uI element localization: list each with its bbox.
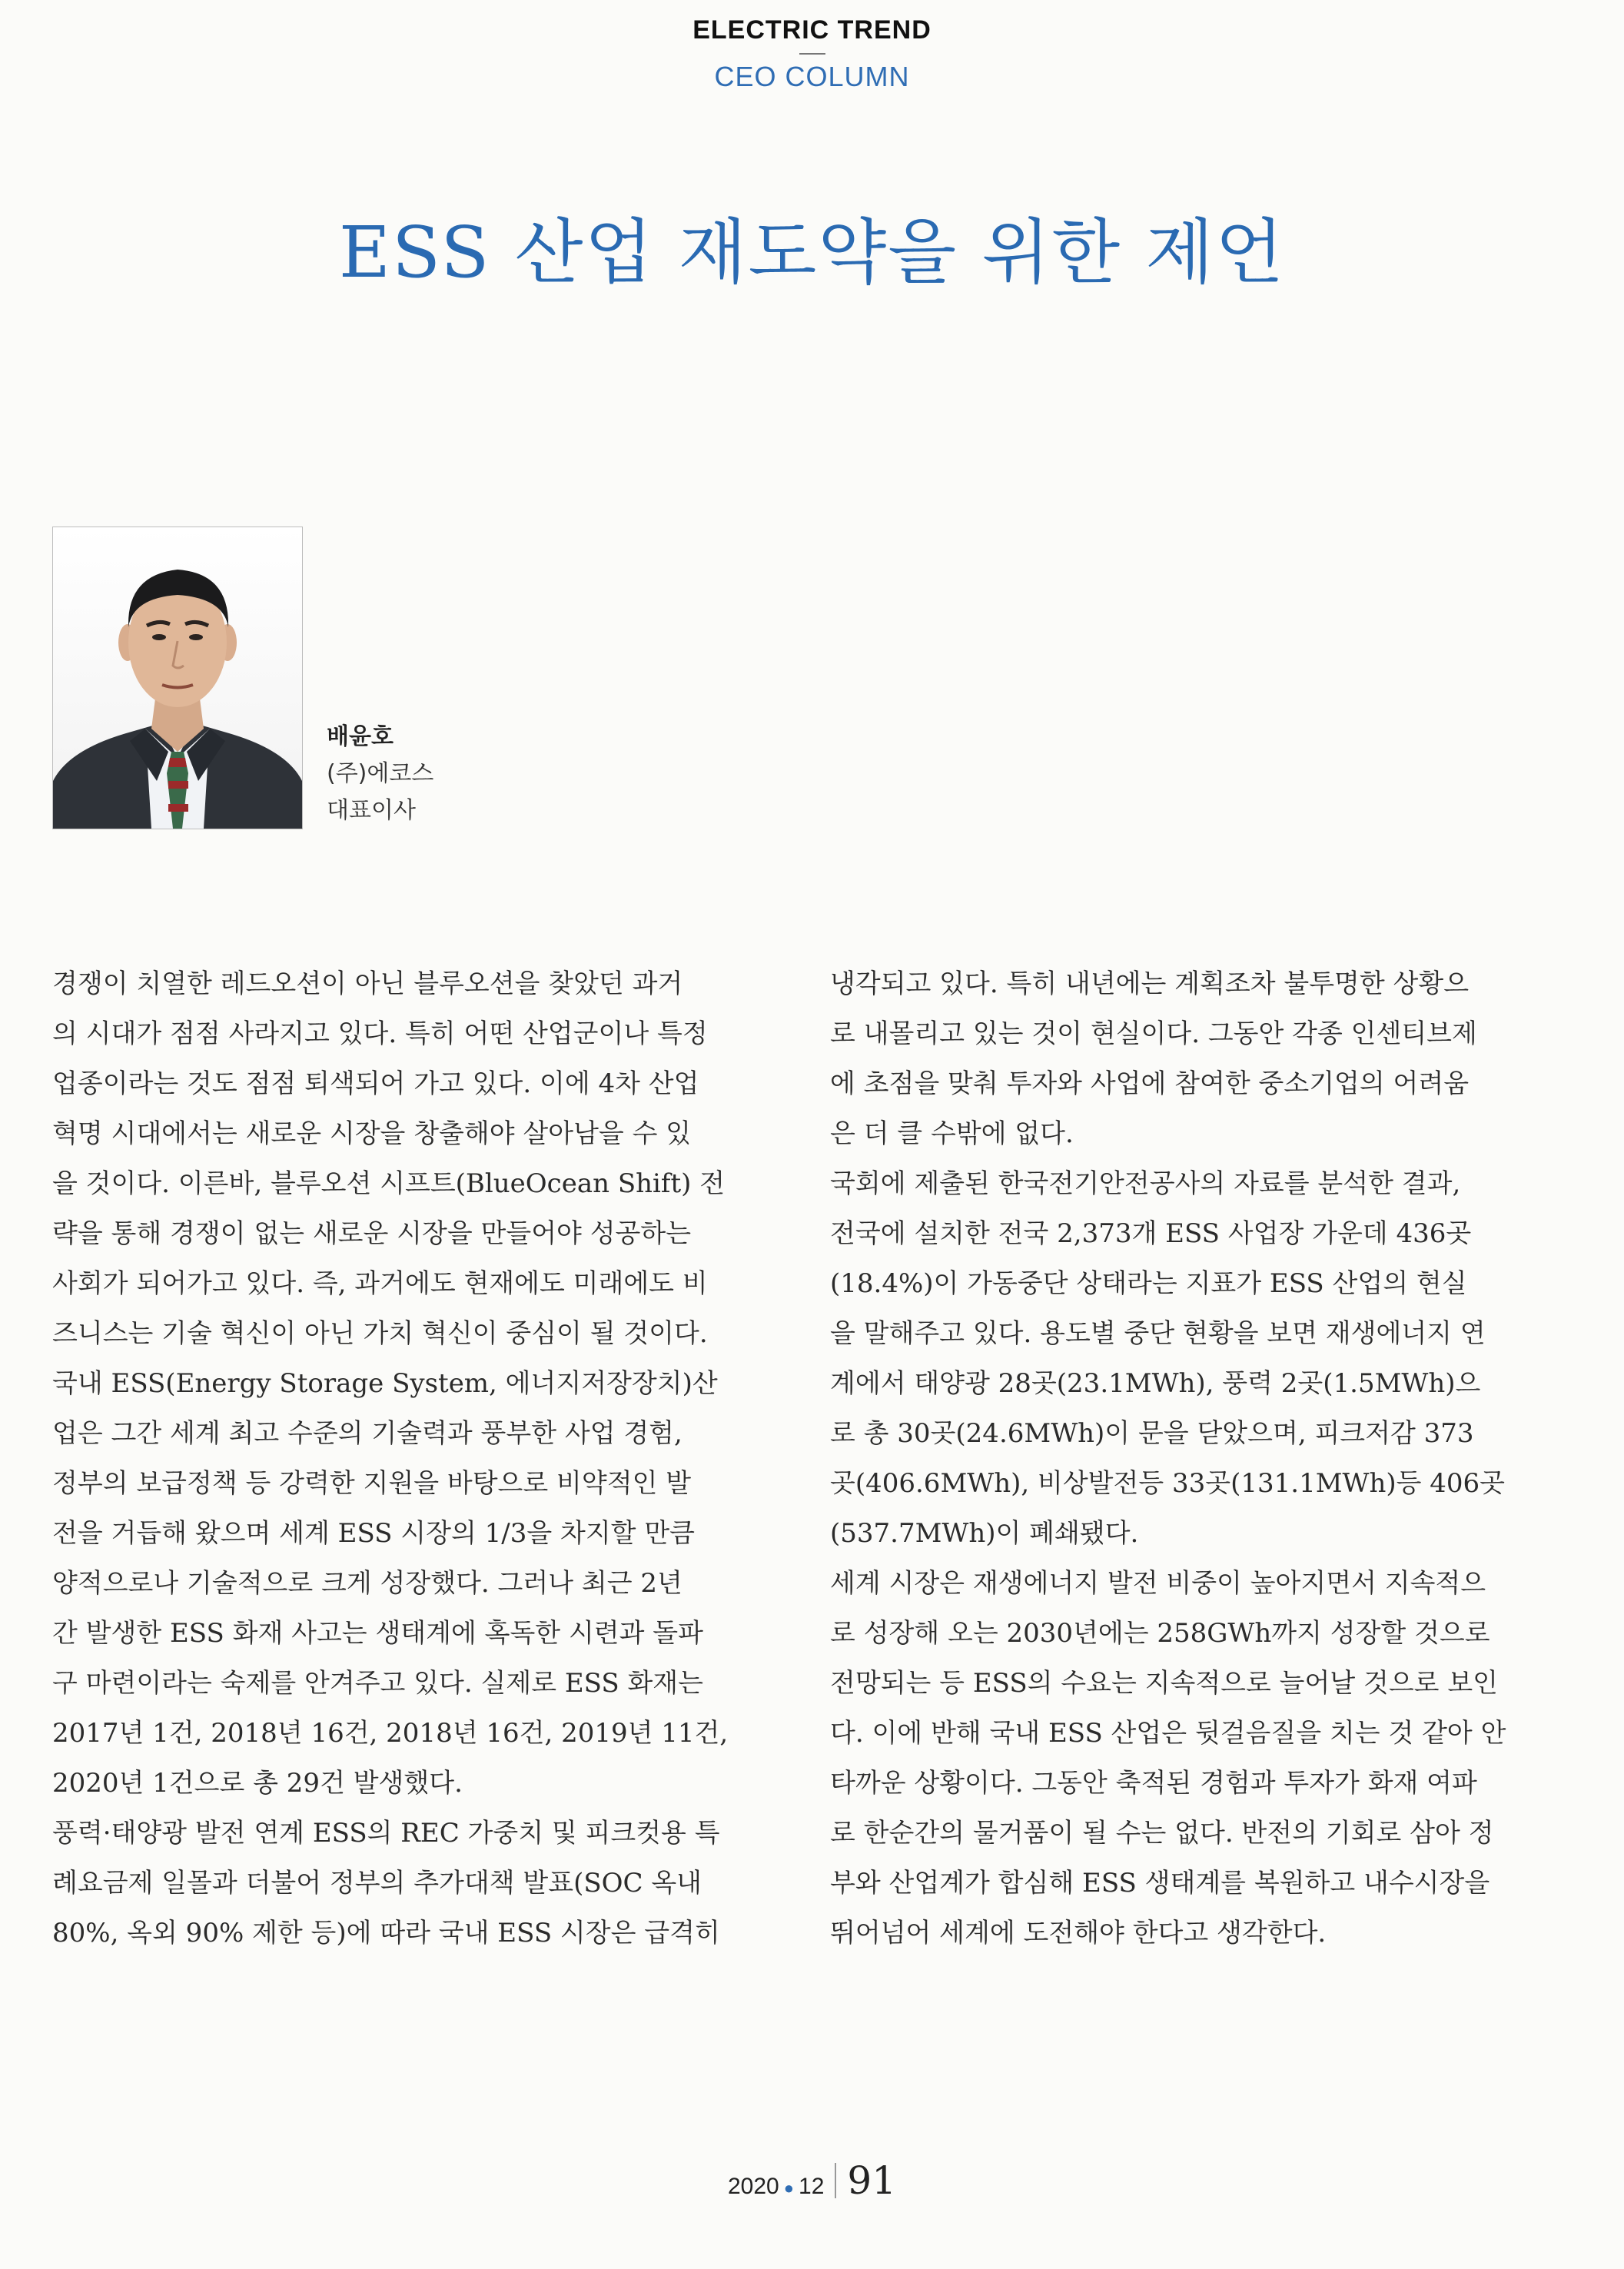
footer-divider: [835, 2163, 836, 2198]
paragraph: 세계 시장은 재생에너지 발전 비중이 높아지면서 지속적으 로 성장해 오는 2030년에는 258GWh까지 성장할 것으로 전망되는 등 ESS의 수요는 지속적으로 늘어날 것으로 보인 다. 이에 반해 국내 ESS 산업은 뒷걸음질을 치는 것 같아 안 타까운 상황이다. 그동안 축적된 경험과 투자가 화재 여파 로 한순간의 물거품이 될 수는 없다. 반전의 기회로 삼아 정 부와 산업계가 합심해 ESS 생태계를 복원하고 내수시장을 뛰어넘어 세계에 도전해야 한다고 생각한다.: [830, 1568, 1506, 1948]
bullet-dot-icon: ●: [783, 2178, 795, 2198]
page-number: 91: [847, 2158, 897, 2203]
author-block: [327, 719, 433, 829]
paragraph: 냉각되고 있다. 특히 내년에는 계획조차 불투명한 상황으 로 내몰리고 있는 것이 현실이다. 그동안 각종 인센티브제 에 초점을 맞춰 투자와 사업에 참여한 중소기업의 어려움 은 더 클 수밖에 없다.: [830, 968, 1477, 1149]
section-name: ELECTRIC TREND: [692, 15, 932, 45]
author-company: (주)에코스: [327, 760, 434, 787]
author-name: 배윤호: [327, 723, 394, 750]
author-photo: [52, 527, 303, 829]
issue-year: 2020: [727, 2174, 779, 2199]
portrait-image: [53, 527, 302, 829]
paragraph: 국내 ESS(Energy Storage System, 에너지저장장치)산 업은 그간 세계 최고 수준의 기술력과 풍부한 사업 경험, 정부의 보급정책 등 강력한 지원을 바탕으로 비약적인 발 전을 거듭해 왔으며 세계 ESS 시장의 1/3을 차지할 만큼 양적으로나 기술적으로 크게 성장했다. 그러나 최근 2년 간 발생한 ESS 화재 사고는 생태계에 혹독한 시련과 돌파 구 마련이라는 숙제를 안겨주고 있다. 실제로 ESS 화재는 2017년 1건, 2018년 16건, 2018년 16건, 2019년 11건, 2020년 1건으로 총 29건 발생했다.: [52, 1368, 729, 1799]
paragraph: 풍력·태양광 발전 연계 ESS의 REC 가중치 및 피크컷용 특 례요금제 일몰과 더불어 정부의 추가대책 발표(SOC 옥내 80%, 옥외 90% 제한 등)에 따라 국내 ESS 시장은 급격히: [52, 1818, 720, 1948]
paragraph: 국회에 제출된 한국전기안전공사의 자료를 분석한 결과, 전국에 설치한 전국 2,373개 ESS 사업장 가운데 436곳 (18.4%)이 가동중단 상태라는 지표가 ESS 산업의 현실 을 말해주고 있다. 용도별 중단 현황을 보면 재생에너지 연 계에서 태양광 28곳(23.1MWh), 풍력 2곳(1.5MWh)으 로 총 30곳(24.6MWh)이 문을 닫았으며, 피크저감 373 곳(406.6MWh), 비상발전등 33곳(131.1MWh)등 406곳 (537.7MWh)이 폐쇄됐다.: [830, 1168, 1506, 1549]
article-title: ESS 산업 재도약을 위한 제언: [338, 211, 1286, 294]
subsection-name: CEO COLUMN: [714, 61, 910, 92]
author-position: 대표이사: [327, 797, 416, 824]
header-divider: [799, 53, 825, 55]
issue-month: 12: [799, 2174, 825, 2199]
body-column-right: [830, 959, 1549, 1958]
paragraph: 경쟁이 치열한 레드오션이 아닌 블루오션을 찾았던 과거 의 시대가 점점 사라지고 있다. 특히 어떤 산업군이나 특정 업종이라는 것도 점점 퇴색되어 가고 있다. 이에 4차 산업 혁명 시대에서는 새로운 시장을 창출해야 살아남을 수 있 을 것이다. 이른바, 블루오션 시프트(BlueOcean Shift) 전 략을 통해 경쟁이 없는 새로운 시장을 만들어야 성공하는 사회가 되어가고 있다. 즉, 과거에도 현재에도 미래에도 비 즈니스는 기술 혁신이 아닌 가치 혁신이 중심이 될 것이다.: [52, 968, 726, 1349]
running-header: [0, 15, 1624, 93]
body-column-left: [52, 959, 771, 1958]
page-footer: [0, 2158, 1624, 2203]
